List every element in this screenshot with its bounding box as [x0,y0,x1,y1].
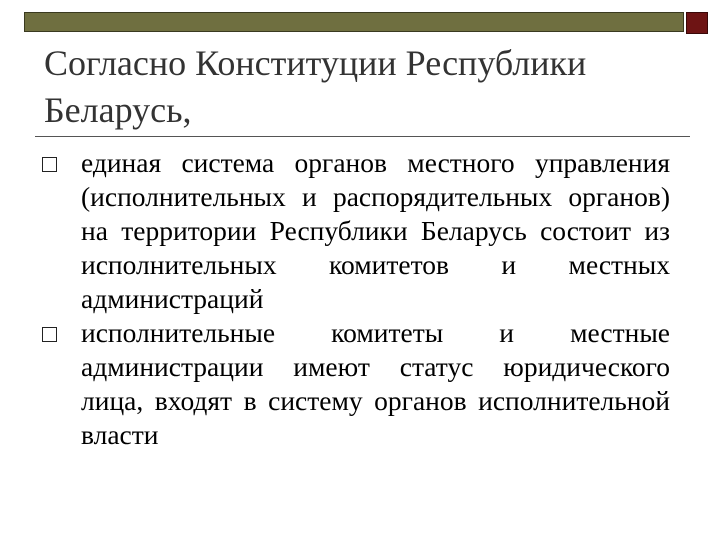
title-divider [35,136,690,137]
bullet-item-2 [40,316,670,452]
corner-decorative-square [686,12,708,34]
slide-title: Согласно Конституции Республики Беларусь, [44,43,587,130]
bullet-item-1 [40,146,670,316]
bullet-text-1: единая система органов местного управления (исполнительных и распорядительных органов) на территории Республики Беларусь состоит из исполнительных комитетов и местных администраций [81,147,670,314]
bullet-text-2: исполнительные комитеты и местные администрации имеют статус юридического лица, входят в систему органов исполнительной власти [81,317,670,450]
bullet-list [40,146,670,452]
square-bullet-icon [42,327,57,342]
top-decorative-bar [24,12,684,32]
square-bullet-icon [42,157,57,172]
